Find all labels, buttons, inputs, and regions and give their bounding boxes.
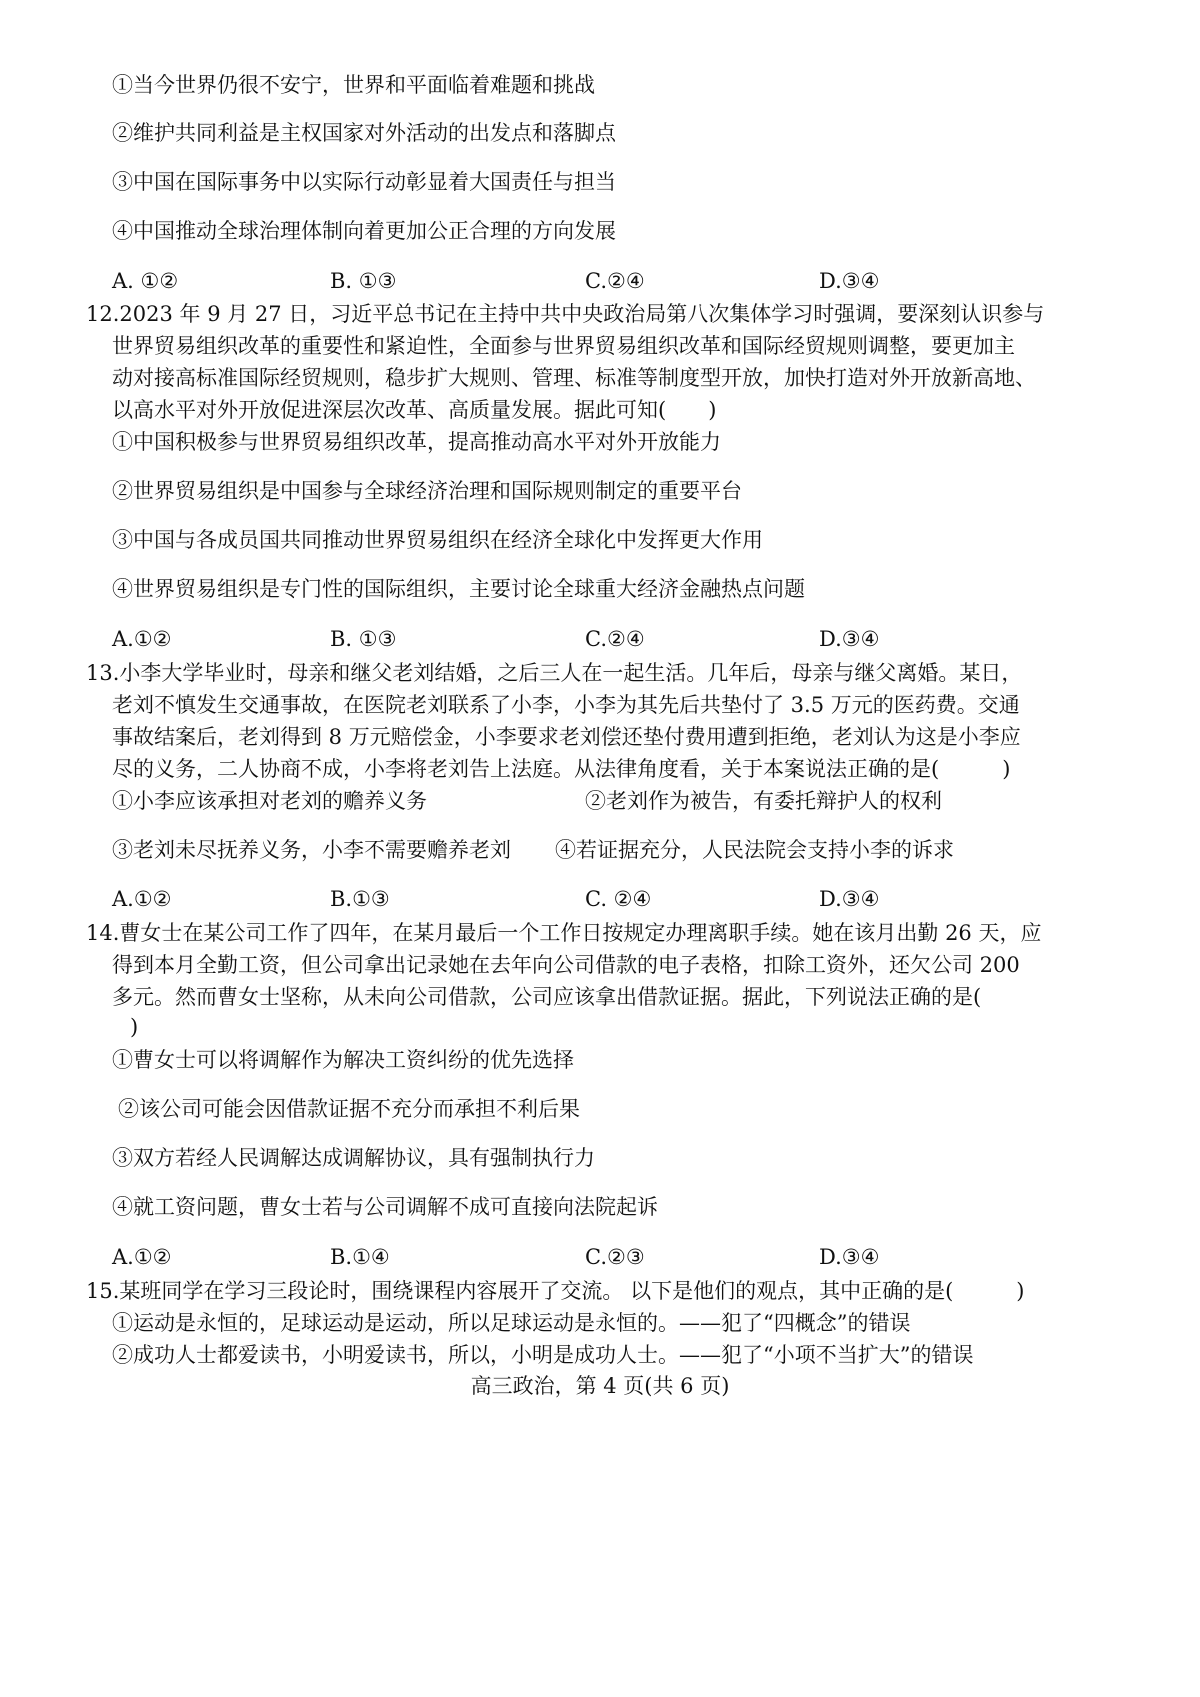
q14-option-c: C.②③ (585, 1245, 645, 1269)
q13-item-3: ③老刘未尽抚养义务，小李不需要赡养老刘 (112, 838, 511, 862)
q14-stem-4: ) (130, 1015, 139, 1039)
page-footer: 高三政治，第 4 页(共 6 页) (470, 1374, 730, 1398)
q13-stem-1: 13.小李大学毕业时，母亲和继父老刘结婚，之后三人在一起生活。几年后，母亲与继父离婚。某日， (86, 661, 1023, 685)
q13-stem-2: 老刘不慎发生交通事故，在医院老刘联系了小李，小李为其先后共垫付了 3.5 万元的医药费。交通 (112, 693, 1020, 717)
q12-stem-2: 世界贸易组织改革的重要性和紧迫性，全面参与世界贸易组织改革和国际经贸规则调整，要更加主 (112, 334, 1015, 358)
q12-item-3: ③中国与各成员国共同推动世界贸易组织在经济全球化中发挥更大作用 (112, 528, 763, 552)
q12-option-b: B. ①③ (330, 627, 397, 651)
q12-option-d: D.③④ (819, 627, 880, 651)
q14-item-1: ①曹女士可以将调解作为解决工资纠纷的优先选择 (112, 1048, 574, 1072)
q14-item-2: ②该公司可能会因借款证据不充分而承担不利后果 (118, 1097, 580, 1121)
q11-item-2: ②维护共同利益是主权国家对外活动的出发点和落脚点 (112, 121, 616, 145)
q13-option-a: A.①② (112, 887, 172, 911)
q15-item-1: ①运动是永恒的，足球运动是运动，所以足球运动是永恒的。——犯了“四概念”的错误 (112, 1311, 911, 1335)
q13-option-b: B.①③ (330, 887, 390, 911)
q11-option-a: A. ①② (112, 269, 179, 293)
q15-stem-1: 15.某班同学在学习三段论时，围绕课程内容展开了交流。 以下是他们的观点，其中正确的是( ) (86, 1279, 1025, 1303)
q14-option-d: D.③④ (819, 1245, 880, 1269)
q12-stem-1: 12.2023 年 9 月 27 日，习近平总书记在主持中共中央政治局第八次集体学习时强调，要深刻认识参与 (86, 302, 1045, 326)
q12-item-4: ④世界贸易组织是专门性的国际组织，主要讨论全球重大经济金融热点问题 (112, 577, 805, 601)
q11-option-d: D.③④ (819, 269, 880, 293)
q14-item-3: ③双方若经人民调解达成调解协议，具有强制执行力 (112, 1146, 595, 1170)
q12-item-2: ②世界贸易组织是中国参与全球经济治理和国际规则制定的重要平台 (112, 479, 742, 503)
q11-option-b: B. ①③ (330, 269, 397, 293)
q13-item-4: ④若证据充分，人民法院会支持小李的诉求 (555, 838, 954, 862)
q14-stem-1: 14.曹女士在某公司工作了四年，在某月最后一个工作日按规定办理离职手续。她在该月出勤 26 天，应 (86, 921, 1042, 945)
q12-stem-3: 动对接高标准国际经贸规则，稳步扩大规则、管理、标准等制度型开放，加快打造对外开放新高地、 (112, 366, 1036, 390)
q12-option-c: C.②④ (585, 627, 645, 651)
q13-stem-4: 尽的义务，二人协商不成，小李将老刘告上法庭。从法律角度看，关于本案说法正确的是( ) (112, 757, 1011, 781)
q14-stem-3: 多元。然而曹女士坚称，从未向公司借款，公司应该拿出借款证据。据此，下列说法正确的是( (112, 985, 982, 1009)
q13-stem-3: 事故结案后，老刘得到 8 万元赔偿金，小李要求老刘偿还垫付费用遭到拒绝，老刘认为这是小李应 (112, 725, 1021, 749)
q15-item-2: ②成功人士都爱读书，小明爱读书，所以，小明是成功人士。——犯了“小项不当扩大”的错误 (112, 1343, 974, 1367)
q14-option-b: B.①④ (330, 1245, 390, 1269)
q13-item-1: ①小李应该承担对老刘的赡养义务 (112, 789, 427, 813)
q12-stem-4: 以高水平对外开放促进深层次改革、高质量发展。据此可知( ) (112, 398, 717, 422)
q13-option-d: D.③④ (819, 887, 880, 911)
q11-item-3: ③中国在国际事务中以实际行动彰显着大国责任与担当 (112, 170, 616, 194)
q14-item-4: ④就工资问题，曹女士若与公司调解不成可直接向法院起诉 (112, 1195, 658, 1219)
q14-option-a: A.①② (112, 1245, 172, 1269)
q14-stem-2: 得到本月全勤工资，但公司拿出记录她在去年向公司借款的电子表格，扣除工资外，还欠公司 200 (112, 953, 1020, 977)
q12-item-1: ①中国积极参与世界贸易组织改革，提高推动高水平对外开放能力 (112, 430, 721, 454)
q11-option-c: C.②④ (585, 269, 645, 293)
q13-item-2: ②老刘作为被告，有委托辩护人的权利 (585, 789, 942, 813)
q12-option-a: A.①② (112, 627, 172, 651)
q11-item-1: ①当今世界仍很不安宁，世界和平面临着难题和挑战 (112, 73, 595, 97)
q11-item-4: ④中国推动全球治理体制向着更加公正合理的方向发展 (112, 219, 616, 243)
q13-option-c: C. ②④ (585, 887, 652, 911)
